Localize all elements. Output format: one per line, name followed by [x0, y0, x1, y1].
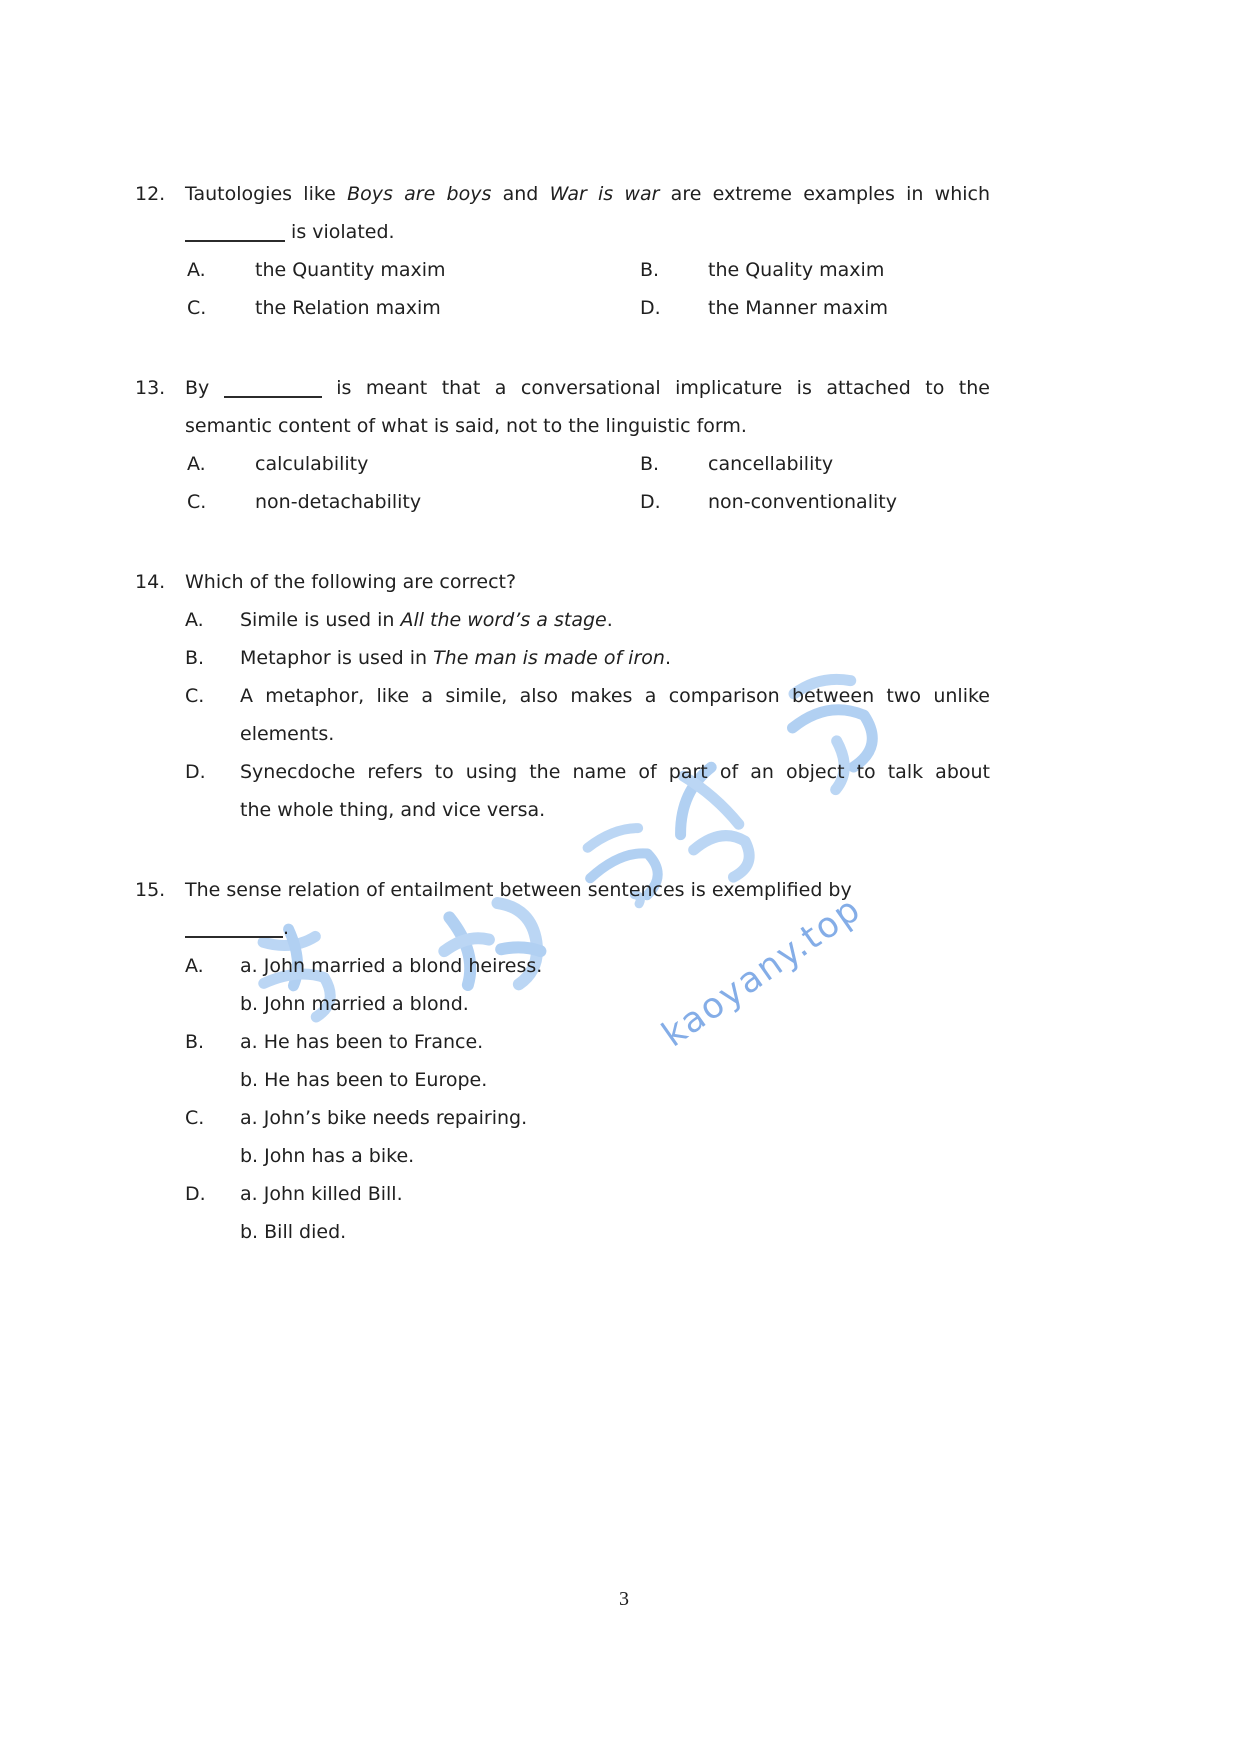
option-letter: C. [185, 1107, 205, 1129]
stem-line: Tautologies like Boys are boys and War is war are extreme examples in which [185, 183, 991, 205]
question-row [135, 175, 990, 251]
stem-line: is violated. [185, 213, 990, 251]
stem-line: . [185, 909, 990, 947]
option-line: non-detachability [255, 491, 422, 513]
option-text [240, 639, 990, 677]
option-line: the Manner maxim [708, 297, 889, 319]
option-line: a. He has been to France. [240, 1031, 484, 1053]
option-item [185, 601, 990, 639]
options [185, 601, 990, 829]
option-line: the whole thing, and vice versa. [240, 799, 546, 821]
option-text [240, 1099, 990, 1175]
options [187, 251, 990, 327]
option-item [185, 1099, 990, 1175]
option-line: Simile is used in All the word’s a stage. [240, 609, 613, 631]
options [185, 947, 990, 1251]
option-item [185, 947, 990, 1023]
option-line: b. He has been to Europe. [240, 1069, 488, 1091]
option-line: a. John killed Bill. [240, 1183, 403, 1205]
question-block [135, 175, 990, 327]
option-letter: A. [187, 259, 206, 281]
question-stem [185, 175, 990, 251]
option-line: b. John has a bike. [240, 1145, 415, 1167]
option-letter: D. [185, 761, 206, 783]
option-line: a. John’s bike needs repairing. [240, 1107, 528, 1129]
blank-underline [185, 936, 283, 938]
option-letter: A. [185, 609, 204, 631]
option-text [255, 445, 640, 483]
question-number: 12. [135, 183, 166, 205]
question-stem [185, 369, 990, 445]
stem-line: semantic content of what is said, not to the linguistic form. [185, 415, 747, 437]
question-block [135, 563, 990, 829]
question-number: 15. [135, 879, 166, 901]
blank-underline [185, 240, 285, 242]
site-watermark-text: kaoyany.top [655, 888, 869, 1056]
question-stem [185, 871, 990, 947]
option-letter: B. [185, 647, 205, 669]
question-number: 13. [135, 377, 166, 399]
option-letter: B. [640, 259, 660, 281]
question-block [135, 369, 990, 521]
option-text [708, 289, 990, 327]
option-item [185, 1023, 990, 1099]
option-letter: B. [185, 1031, 205, 1053]
stem-line: Which of the following are correct? [185, 571, 517, 593]
options [187, 445, 990, 521]
option-text [708, 483, 990, 521]
option-text [240, 1023, 990, 1099]
question-row [135, 871, 990, 947]
option-text [240, 1175, 990, 1251]
option-text [708, 445, 990, 483]
option-line: b. Bill died. [240, 1221, 347, 1243]
option-line: Metaphor is used in The man is made of iron. [240, 647, 671, 669]
option-text [255, 289, 640, 327]
question-row [135, 369, 990, 445]
option-text [240, 947, 990, 1023]
option-line: A metaphor, like a simile, also makes a comparison between two unlike [240, 685, 990, 707]
question-row [135, 563, 990, 601]
option-text [255, 483, 640, 521]
option-line: the Quantity maxim [255, 259, 446, 281]
option-letter: A. [185, 955, 204, 977]
option-line: a. John married a blond heiress. [240, 955, 543, 977]
question-stem [185, 563, 990, 601]
option-text [240, 677, 990, 753]
option-text [255, 251, 640, 289]
question-block [135, 871, 990, 1251]
option-line: calculability [255, 453, 369, 475]
option-line: the Quality maxim [708, 259, 885, 281]
option-line: cancellability [708, 453, 834, 475]
option-letter: D. [640, 297, 661, 319]
option-line: non-conventionality [708, 491, 897, 513]
option-text [240, 753, 990, 829]
option-letter: D. [185, 1183, 206, 1205]
option-line: the Relation maxim [255, 297, 441, 319]
blank-underline [224, 396, 322, 398]
option-item [185, 1175, 990, 1251]
option-line: b. John married a blond. [240, 993, 469, 1015]
option-item [185, 677, 990, 753]
option-text [240, 601, 990, 639]
option-item [185, 639, 990, 677]
option-line: Synecdoche refers to using the name of part of an object to talk about [240, 761, 990, 783]
option-text [708, 251, 990, 289]
questions [135, 175, 990, 1293]
stem-line: The sense relation of entailment between sentences is exemplified by [185, 879, 852, 901]
option-letter: C. [187, 491, 207, 513]
option-letter: C. [185, 685, 205, 707]
page-number: 3 [619, 1588, 629, 1610]
option-letter: C. [187, 297, 207, 319]
option-line: elements. [240, 723, 335, 745]
option-letter: A. [187, 453, 206, 475]
option-item [185, 753, 990, 829]
option-letter: D. [640, 491, 661, 513]
question-number: 14. [135, 571, 166, 593]
option-letter: B. [640, 453, 660, 475]
stem-line: By is meant that a conversational implicature is attached to the [185, 377, 990, 399]
